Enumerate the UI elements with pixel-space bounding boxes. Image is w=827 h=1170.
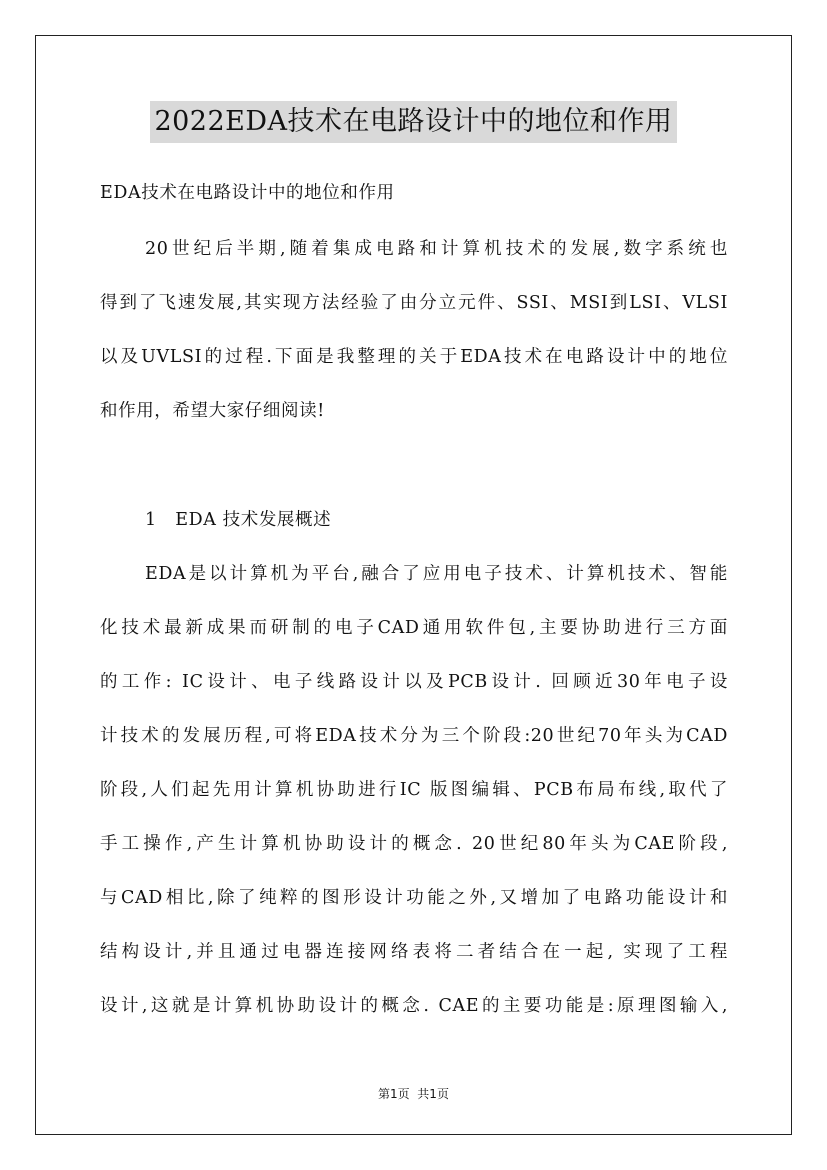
body-line: 的工作: IC设计、电子线路设计以及PCB设计. 回顾近30年电子设 bbox=[100, 672, 728, 692]
section-heading: 1 EDA 技术发展概述 bbox=[145, 510, 332, 530]
body-line: 手工操作,产生计算机协助设计的概念. 20世纪80年头为CAE阶段, bbox=[100, 834, 728, 854]
body-line: EDA是以计算机为平台,融合了应用电子技术、计算机技术、智能 bbox=[145, 564, 728, 584]
title-wrap bbox=[0, 101, 827, 143]
document-title: 2022EDA技术在电路设计中的地位和作用 bbox=[150, 101, 676, 143]
body-line: 化技术最新成果而研制的电子CAD通用软件包,主要协助进行三方面 bbox=[100, 618, 728, 638]
intro-line: 20世纪后半期,随着集成电路和计算机技术的发展,数字系统也 bbox=[145, 239, 728, 259]
body-line: 结构设计,并且通过电器连接网络表将二者结合在一起, 实现了工程 bbox=[100, 942, 728, 962]
intro-line: 以及UVLSI的过程.下面是我整理的关于EDA技术在电路设计中的地位 bbox=[100, 347, 728, 367]
body-line: 设计,这就是计算机协助设计的概念. CAE的主要功能是:原理图输入, bbox=[100, 996, 728, 1016]
document-subtitle: EDA技术在电路设计中的地位和作用 bbox=[100, 183, 395, 203]
body-line: 计技术的发展历程,可将EDA技术分为三个阶段:20世纪70年头为CAD bbox=[100, 726, 728, 746]
body-line: 与CAD相比,除了纯粹的图形设计功能之外,又增加了电路功能设计和 bbox=[100, 888, 728, 908]
body-line: 阶段,人们起先用计算机协助进行IC 版图编辑、PCB布局布线,取代了 bbox=[100, 780, 728, 800]
intro-line: 和作用，希望大家仔细阅读! bbox=[100, 401, 325, 421]
intro-line: 得到了飞速发展,其实现方法经验了由分立元件、SSI、MSI到LSI、VLSI bbox=[100, 293, 728, 313]
page-footer: 第1页 共1页 bbox=[378, 1087, 449, 1101]
